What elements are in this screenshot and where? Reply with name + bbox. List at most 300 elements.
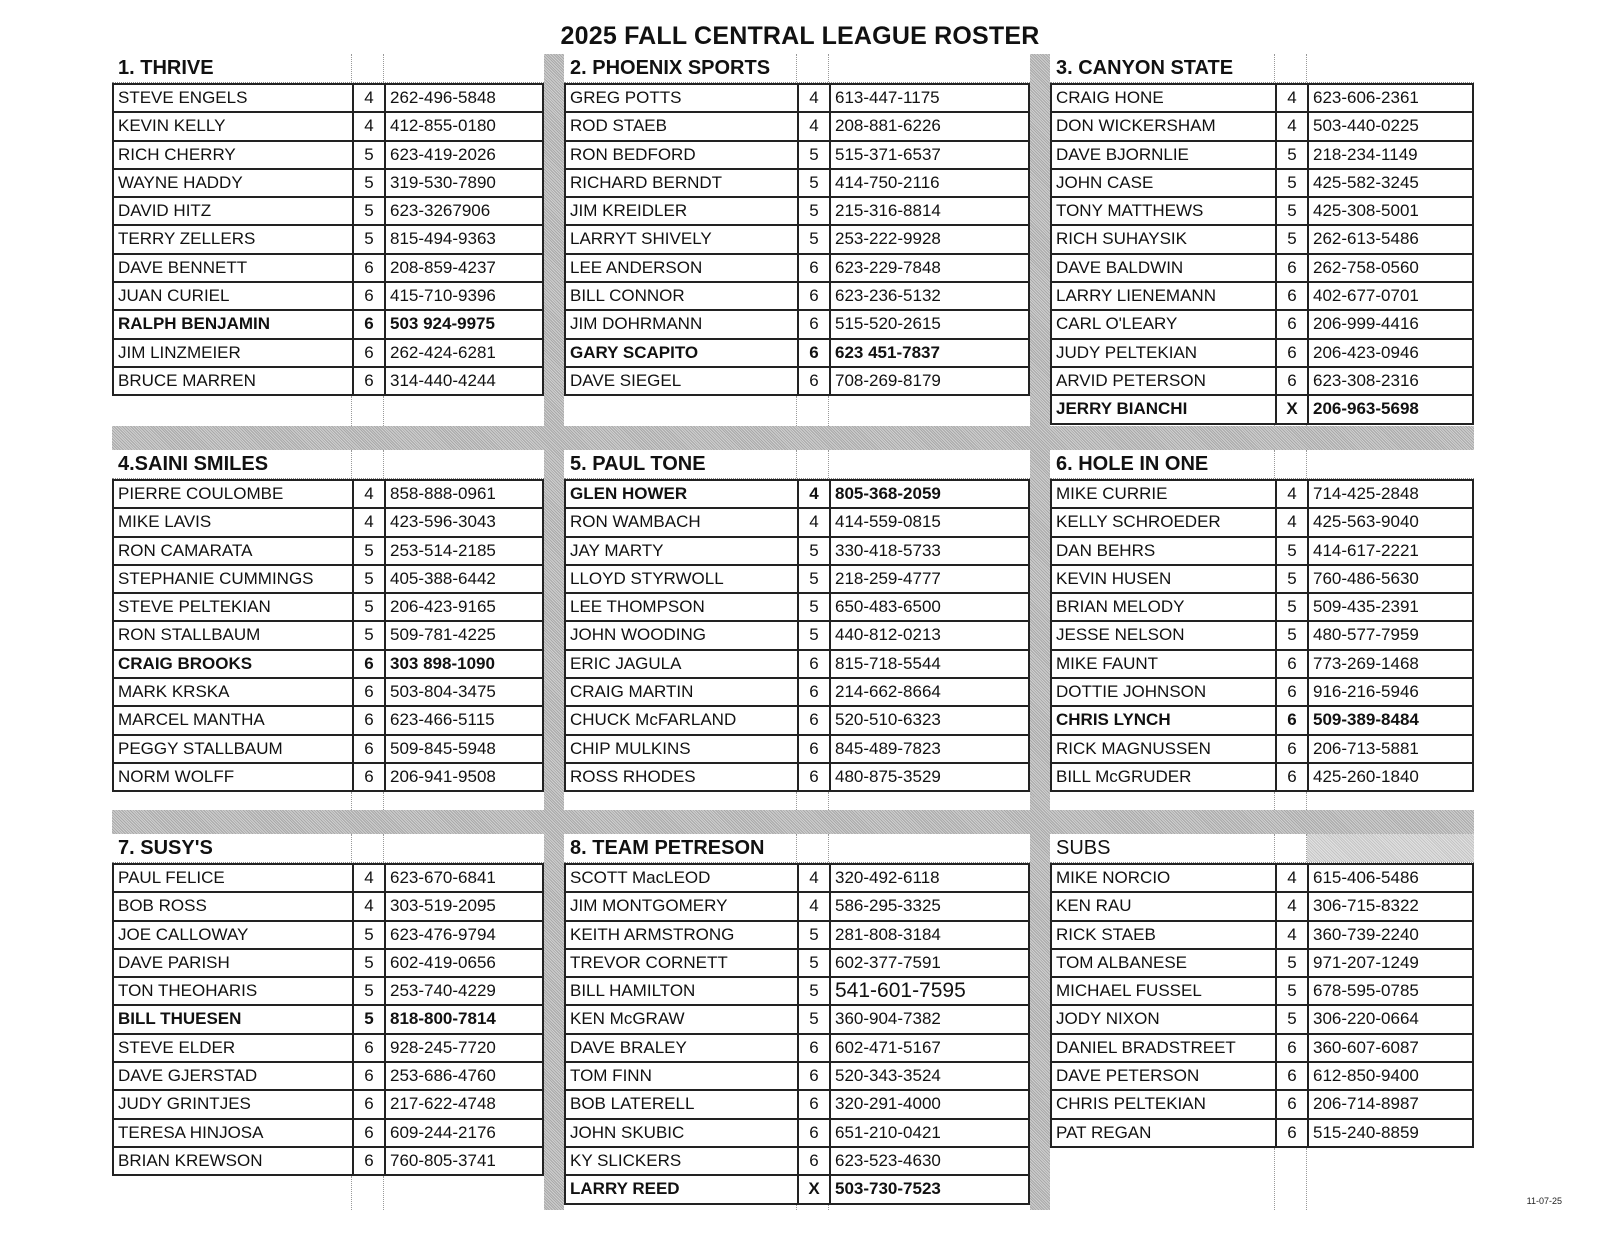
player-row bbox=[566, 538, 1028, 566]
player-phone: 503 924-9975 bbox=[390, 314, 495, 334]
player-row bbox=[114, 1063, 542, 1091]
header-level-cell bbox=[1275, 54, 1307, 82]
player-table bbox=[564, 479, 1030, 792]
player-row bbox=[566, 85, 1028, 113]
empty-row bbox=[564, 792, 1030, 810]
player-row bbox=[114, 1091, 542, 1119]
player-name: BILL HAMILTON bbox=[566, 978, 799, 1004]
player-row bbox=[566, 368, 1028, 394]
player-row bbox=[566, 481, 1028, 509]
team-header bbox=[564, 54, 1030, 83]
team-header bbox=[1050, 834, 1474, 863]
player-name: KEVIN HUSEN bbox=[1052, 566, 1277, 592]
player-row bbox=[114, 736, 542, 764]
player-phone: 602-377-7591 bbox=[835, 952, 941, 972]
player-level: 6 bbox=[1277, 283, 1309, 309]
player-name: JOHN SKUBIC bbox=[566, 1120, 799, 1146]
player-level: 6 bbox=[1277, 368, 1309, 394]
player-name: CHRIS LYNCH bbox=[1052, 707, 1277, 733]
player-level: 6 bbox=[354, 368, 386, 394]
player-phone: 760-486-5630 bbox=[1313, 568, 1419, 588]
header-phone-cell bbox=[829, 450, 1030, 478]
player-name: DAVE BRALEY bbox=[566, 1035, 799, 1061]
player-row bbox=[114, 922, 542, 950]
player-row bbox=[566, 922, 1028, 950]
empty-row bbox=[1050, 792, 1474, 810]
player-phone: 845-489-7823 bbox=[835, 738, 941, 758]
team-block bbox=[112, 450, 544, 810]
player-level: 6 bbox=[354, 764, 386, 790]
team-header bbox=[1050, 54, 1474, 83]
player-name: RICK MAGNUSSEN bbox=[1052, 736, 1277, 762]
player-row bbox=[566, 283, 1028, 311]
player-phone: 623-523-4630 bbox=[835, 1150, 941, 1170]
player-row bbox=[114, 226, 542, 254]
player-name: RICH SUHAYSIK bbox=[1052, 226, 1277, 252]
player-row bbox=[1052, 1091, 1472, 1119]
player-level: 6 bbox=[799, 1035, 831, 1061]
player-name: BOB ROSS bbox=[114, 893, 354, 919]
player-level: 6 bbox=[799, 340, 831, 366]
player-name: NORM WOLFF bbox=[114, 764, 354, 790]
player-level: 5 bbox=[799, 922, 831, 948]
player-level: 5 bbox=[799, 170, 831, 196]
player-phone: 623-229-7848 bbox=[835, 257, 941, 277]
empty-row bbox=[112, 792, 544, 810]
player-phone: 971-207-1249 bbox=[1313, 952, 1419, 972]
player-level: 6 bbox=[799, 764, 831, 790]
player-row bbox=[114, 1035, 542, 1063]
player-name: JERRY BIANCHI bbox=[1052, 396, 1277, 422]
player-phone: 623-3267906 bbox=[390, 201, 491, 221]
player-row bbox=[1052, 1006, 1472, 1034]
player-phone: 423-596-3043 bbox=[390, 512, 496, 532]
player-name: JUAN CURIEL bbox=[114, 283, 354, 309]
player-phone: 609-244-2176 bbox=[390, 1122, 496, 1142]
player-row bbox=[566, 340, 1028, 368]
player-level: 6 bbox=[354, 1091, 386, 1117]
player-row bbox=[1052, 622, 1472, 650]
player-phone: 520-510-6323 bbox=[835, 710, 941, 730]
player-level: 6 bbox=[1277, 651, 1309, 677]
player-name: TOM FINN bbox=[566, 1063, 799, 1089]
player-phone: 612-850-9400 bbox=[1313, 1066, 1419, 1086]
player-level: 5 bbox=[1277, 1006, 1309, 1032]
player-level: 6 bbox=[354, 340, 386, 366]
player-name: SCOTT MacLEOD bbox=[566, 865, 799, 891]
player-level: 5 bbox=[799, 978, 831, 1004]
player-phone: 206-963-5698 bbox=[1313, 399, 1419, 419]
player-phone: 262-613-5486 bbox=[1313, 229, 1419, 249]
player-level: 6 bbox=[1277, 679, 1309, 705]
player-row bbox=[566, 978, 1028, 1006]
player-row bbox=[1052, 255, 1472, 283]
player-phone: 480-577-7959 bbox=[1313, 625, 1419, 645]
player-table bbox=[1050, 479, 1474, 792]
player-phone: 414-750-2116 bbox=[835, 172, 940, 192]
player-row bbox=[566, 311, 1028, 339]
player-row bbox=[566, 622, 1028, 650]
player-level: 5 bbox=[799, 594, 831, 620]
player-name: KEVIN KELLY bbox=[114, 113, 354, 139]
player-level: 5 bbox=[354, 226, 386, 252]
player-row bbox=[114, 85, 542, 113]
player-phone: 708-269-8179 bbox=[835, 370, 941, 390]
player-level: 6 bbox=[354, 1035, 386, 1061]
player-level: 5 bbox=[354, 950, 386, 976]
player-name: TERESA HINJOSA bbox=[114, 1120, 354, 1146]
team-name: 1. THRIVE bbox=[112, 54, 352, 82]
player-row bbox=[1052, 764, 1472, 790]
player-name: TON THEOHARIS bbox=[114, 978, 354, 1004]
player-level: 6 bbox=[1277, 340, 1309, 366]
player-phone: 602-419-0656 bbox=[390, 952, 496, 972]
player-level: 4 bbox=[1277, 893, 1309, 919]
player-name: CRAIG BROOKS bbox=[114, 651, 354, 677]
player-name: TERRY ZELLERS bbox=[114, 226, 354, 252]
player-row bbox=[566, 736, 1028, 764]
player-name: PAUL FELICE bbox=[114, 865, 354, 891]
player-row bbox=[1052, 481, 1472, 509]
empty-row bbox=[1050, 425, 1474, 426]
player-phone: 520-343-3524 bbox=[835, 1066, 941, 1086]
team-block bbox=[112, 834, 544, 1210]
player-level: 5 bbox=[354, 566, 386, 592]
player-name: STEVE ELDER bbox=[114, 1035, 354, 1061]
player-phone: 262-424-6281 bbox=[390, 342, 496, 362]
player-name: KEN RAU bbox=[1052, 893, 1277, 919]
player-name: RON CAMARATA bbox=[114, 538, 354, 564]
player-row bbox=[1052, 226, 1472, 254]
player-phone: 509-781-4225 bbox=[390, 625, 496, 645]
player-level: 5 bbox=[1277, 142, 1309, 168]
team-block bbox=[1050, 54, 1474, 426]
player-row bbox=[566, 1120, 1028, 1148]
player-level: 6 bbox=[1277, 1035, 1309, 1061]
player-phone: 515-520-2615 bbox=[835, 314, 941, 334]
team-name: 8. TEAM PETRESON bbox=[564, 834, 797, 862]
player-level: X bbox=[1277, 396, 1309, 422]
player-level: 5 bbox=[799, 1006, 831, 1032]
player-phone: 815-718-5544 bbox=[835, 653, 941, 673]
player-phone: 425-582-3245 bbox=[1313, 172, 1419, 192]
player-row bbox=[114, 978, 542, 1006]
player-name: JIM KREIDLER bbox=[566, 198, 799, 224]
player-name: MARK KRSKA bbox=[114, 679, 354, 705]
player-phone: 281-808-3184 bbox=[835, 924, 941, 944]
player-phone: 773-269-1468 bbox=[1313, 653, 1419, 673]
player-row bbox=[114, 368, 542, 394]
player-name: MARCEL MANTHA bbox=[114, 707, 354, 733]
player-row bbox=[566, 142, 1028, 170]
player-name: DAVE SIEGEL bbox=[566, 368, 799, 394]
player-name: TONY MATTHEWS bbox=[1052, 198, 1277, 224]
player-row bbox=[1052, 594, 1472, 622]
player-row bbox=[114, 113, 542, 141]
header-phone-cell bbox=[1307, 450, 1474, 478]
player-name: LARRY LIENEMANN bbox=[1052, 283, 1277, 309]
player-phone: 253-686-4760 bbox=[390, 1066, 496, 1086]
player-row bbox=[114, 311, 542, 339]
player-phone: 360-904-7382 bbox=[835, 1009, 941, 1029]
player-row bbox=[114, 707, 542, 735]
empty-row bbox=[1050, 1148, 1474, 1210]
player-name: KEN McGRAW bbox=[566, 1006, 799, 1032]
player-name: JOHN CASE bbox=[1052, 170, 1277, 196]
player-level: 6 bbox=[1277, 311, 1309, 337]
player-level: 6 bbox=[354, 283, 386, 309]
player-phone: 515-240-8859 bbox=[1313, 1122, 1419, 1142]
player-row bbox=[1052, 1120, 1472, 1146]
player-level: 4 bbox=[799, 113, 831, 139]
header-phone-cell bbox=[829, 54, 1030, 82]
player-row bbox=[114, 594, 542, 622]
player-level: 4 bbox=[799, 85, 831, 111]
player-row bbox=[1052, 865, 1472, 893]
player-level: 4 bbox=[799, 481, 831, 507]
player-name: ERIC JAGULA bbox=[566, 651, 799, 677]
player-name: DAVE BALDWIN bbox=[1052, 255, 1277, 281]
player-row bbox=[114, 198, 542, 226]
player-name: BILL McGRUDER bbox=[1052, 764, 1277, 790]
player-phone: 613-447-1175 bbox=[835, 88, 940, 107]
player-level: 6 bbox=[799, 311, 831, 337]
player-row bbox=[1052, 950, 1472, 978]
player-row bbox=[1052, 283, 1472, 311]
player-level: 4 bbox=[1277, 865, 1309, 891]
player-level: 4 bbox=[1277, 509, 1309, 535]
player-row bbox=[114, 764, 542, 790]
player-level: 6 bbox=[799, 736, 831, 762]
player-table bbox=[564, 863, 1030, 1205]
player-phone: 480-875-3529 bbox=[835, 766, 941, 786]
player-level: 6 bbox=[799, 255, 831, 281]
player-table bbox=[112, 479, 544, 792]
player-level: 5 bbox=[1277, 978, 1309, 1004]
player-level: 5 bbox=[799, 950, 831, 976]
player-row bbox=[1052, 340, 1472, 368]
team-block bbox=[1050, 834, 1474, 1210]
player-table bbox=[1050, 863, 1474, 1148]
player-row bbox=[1052, 922, 1472, 950]
player-level: 5 bbox=[1277, 170, 1309, 196]
player-level: 6 bbox=[1277, 1063, 1309, 1089]
team-header bbox=[112, 450, 544, 479]
player-name: LEE THOMPSON bbox=[566, 594, 799, 620]
player-phone: 805-368-2059 bbox=[835, 484, 941, 503]
player-phone: 206-714-8987 bbox=[1313, 1094, 1419, 1114]
player-name: DAVE BENNETT bbox=[114, 255, 354, 281]
player-level: 6 bbox=[799, 368, 831, 394]
team-header bbox=[1050, 450, 1474, 479]
player-name: BRIAN MELODY bbox=[1052, 594, 1277, 620]
player-row bbox=[566, 1148, 1028, 1176]
player-phone: 306-220-0664 bbox=[1313, 1009, 1419, 1029]
player-name: BRUCE MARREN bbox=[114, 368, 354, 394]
player-phone: 815-494-9363 bbox=[390, 229, 496, 249]
player-row bbox=[566, 594, 1028, 622]
footer-date: 11-07-25 bbox=[1526, 1196, 1562, 1206]
player-row bbox=[114, 566, 542, 594]
player-phone: 503-730-7523 bbox=[835, 1179, 941, 1199]
player-level: 4 bbox=[1277, 922, 1309, 948]
player-level: 5 bbox=[354, 922, 386, 948]
player-name: BILL CONNOR bbox=[566, 283, 799, 309]
player-row bbox=[1052, 311, 1472, 339]
player-row bbox=[1052, 679, 1472, 707]
player-level: 5 bbox=[354, 170, 386, 196]
player-level: 5 bbox=[1277, 594, 1309, 620]
player-name: DAVID HITZ bbox=[114, 198, 354, 224]
player-row bbox=[114, 1148, 542, 1174]
player-name: MIKE NORCIO bbox=[1052, 865, 1277, 891]
player-name: RON WAMBACH bbox=[566, 509, 799, 535]
player-row bbox=[1052, 142, 1472, 170]
player-phone: 303-519-2095 bbox=[390, 896, 496, 916]
player-phone: 425-563-9040 bbox=[1313, 512, 1419, 532]
player-row bbox=[114, 509, 542, 537]
player-level: 6 bbox=[799, 707, 831, 733]
player-row bbox=[1052, 198, 1472, 226]
player-phone: 253-514-2185 bbox=[390, 540, 496, 560]
player-level: 5 bbox=[799, 226, 831, 252]
team-header bbox=[112, 54, 544, 83]
player-row bbox=[566, 950, 1028, 978]
player-phone: 415-710-9396 bbox=[390, 286, 496, 306]
player-phone: 623-466-5115 bbox=[390, 710, 495, 730]
player-phone: 623 451-7837 bbox=[835, 342, 940, 362]
player-name: LARRYT SHIVELY bbox=[566, 226, 799, 252]
player-phone: 303 898-1090 bbox=[390, 653, 495, 673]
player-name: RICHARD BERNDT bbox=[566, 170, 799, 196]
player-level: 6 bbox=[1277, 1091, 1309, 1117]
player-level: 5 bbox=[1277, 566, 1309, 592]
player-level: 4 bbox=[354, 85, 386, 111]
empty-row bbox=[564, 396, 1030, 426]
player-phone: 360-739-2240 bbox=[1313, 924, 1419, 944]
player-name: RON BEDFORD bbox=[566, 142, 799, 168]
player-row bbox=[114, 950, 542, 978]
player-level: 5 bbox=[799, 566, 831, 592]
player-row bbox=[566, 707, 1028, 735]
player-phone: 503-440-0225 bbox=[1313, 116, 1419, 136]
team-name: 4.SAINI SMILES bbox=[112, 450, 352, 478]
player-level: 5 bbox=[1277, 198, 1309, 224]
player-level: 4 bbox=[354, 481, 386, 507]
player-level: 5 bbox=[799, 538, 831, 564]
player-phone: 206-713-5881 bbox=[1313, 738, 1419, 758]
player-phone: 818-800-7814 bbox=[390, 1009, 496, 1029]
player-phone: 440-812-0213 bbox=[835, 625, 941, 645]
player-phone: 623-606-2361 bbox=[1313, 88, 1419, 107]
player-level: 5 bbox=[354, 538, 386, 564]
player-name: STEVE ENGELS bbox=[114, 85, 354, 111]
player-level: 5 bbox=[354, 198, 386, 224]
player-level: 4 bbox=[354, 113, 386, 139]
player-phone: 760-805-3741 bbox=[390, 1150, 496, 1170]
player-phone: 218-234-1149 bbox=[1313, 144, 1418, 164]
player-row bbox=[1052, 1035, 1472, 1063]
player-name: DON WICKERSHAM bbox=[1052, 113, 1277, 139]
player-level: 6 bbox=[1277, 736, 1309, 762]
header-level-cell bbox=[1275, 834, 1307, 862]
player-name: RALPH BENJAMIN bbox=[114, 311, 354, 337]
player-phone: 425-308-5001 bbox=[1313, 201, 1419, 221]
player-table bbox=[1050, 83, 1474, 425]
player-phone: 215-316-8814 bbox=[835, 201, 941, 221]
header-level-cell bbox=[797, 54, 829, 82]
player-row bbox=[1052, 509, 1472, 537]
player-row bbox=[1052, 566, 1472, 594]
player-table bbox=[112, 83, 544, 396]
player-name: DAVE BJORNLIE bbox=[1052, 142, 1277, 168]
player-row bbox=[114, 679, 542, 707]
player-phone: 206-423-9165 bbox=[390, 597, 496, 617]
player-level: 6 bbox=[354, 255, 386, 281]
player-level: 6 bbox=[799, 1063, 831, 1089]
team-header bbox=[564, 450, 1030, 479]
player-row bbox=[566, 170, 1028, 198]
player-level: 4 bbox=[354, 865, 386, 891]
header-level-cell bbox=[797, 450, 829, 478]
player-row bbox=[566, 651, 1028, 679]
header-level-cell bbox=[797, 834, 829, 862]
header-phone-cell bbox=[1307, 834, 1474, 862]
player-name: JAY MARTY bbox=[566, 538, 799, 564]
player-phone: 412-855-0180 bbox=[390, 116, 496, 136]
player-level: 4 bbox=[1277, 481, 1309, 507]
team-name: 7. SUSY'S bbox=[112, 834, 352, 862]
player-row bbox=[1052, 368, 1472, 396]
player-name: JUDY GRINTJES bbox=[114, 1091, 354, 1117]
player-phone: 414-559-0815 bbox=[835, 512, 941, 532]
header-level-cell bbox=[352, 834, 384, 862]
player-name: PAT REGAN bbox=[1052, 1120, 1277, 1146]
player-row bbox=[114, 170, 542, 198]
header-phone-cell bbox=[384, 834, 544, 862]
player-phone: 714-425-2848 bbox=[1313, 484, 1419, 503]
player-name: JIM LINZMEIER bbox=[114, 340, 354, 366]
player-level: 5 bbox=[799, 198, 831, 224]
player-name: ROSS RHODES bbox=[566, 764, 799, 790]
player-level: 5 bbox=[354, 978, 386, 1004]
team-name: 5. PAUL TONE bbox=[564, 450, 797, 478]
player-level: 6 bbox=[1277, 255, 1309, 281]
player-row bbox=[1052, 85, 1472, 113]
team-header bbox=[564, 834, 1030, 863]
player-row bbox=[566, 1091, 1028, 1119]
player-row bbox=[114, 622, 542, 650]
player-row bbox=[1052, 978, 1472, 1006]
player-level: 6 bbox=[354, 679, 386, 705]
player-name: KY SLICKERS bbox=[566, 1148, 799, 1174]
player-phone: 623-670-6841 bbox=[390, 868, 496, 887]
player-name: DAVE PETERSON bbox=[1052, 1063, 1277, 1089]
player-row bbox=[114, 651, 542, 679]
player-row bbox=[566, 764, 1028, 790]
player-name: DOTTIE JOHNSON bbox=[1052, 679, 1277, 705]
player-name: CHIP MULKINS bbox=[566, 736, 799, 762]
player-row bbox=[566, 1176, 1028, 1202]
player-name: MIKE FAUNT bbox=[1052, 651, 1277, 677]
player-level: 6 bbox=[354, 736, 386, 762]
player-name: ARVID PETERSON bbox=[1052, 368, 1277, 394]
team-name: 2. PHOENIX SPORTS bbox=[564, 54, 797, 82]
player-level: 5 bbox=[1277, 226, 1309, 252]
player-table bbox=[564, 83, 1030, 396]
player-level: 5 bbox=[1277, 950, 1309, 976]
player-phone: 214-662-8664 bbox=[835, 682, 941, 702]
